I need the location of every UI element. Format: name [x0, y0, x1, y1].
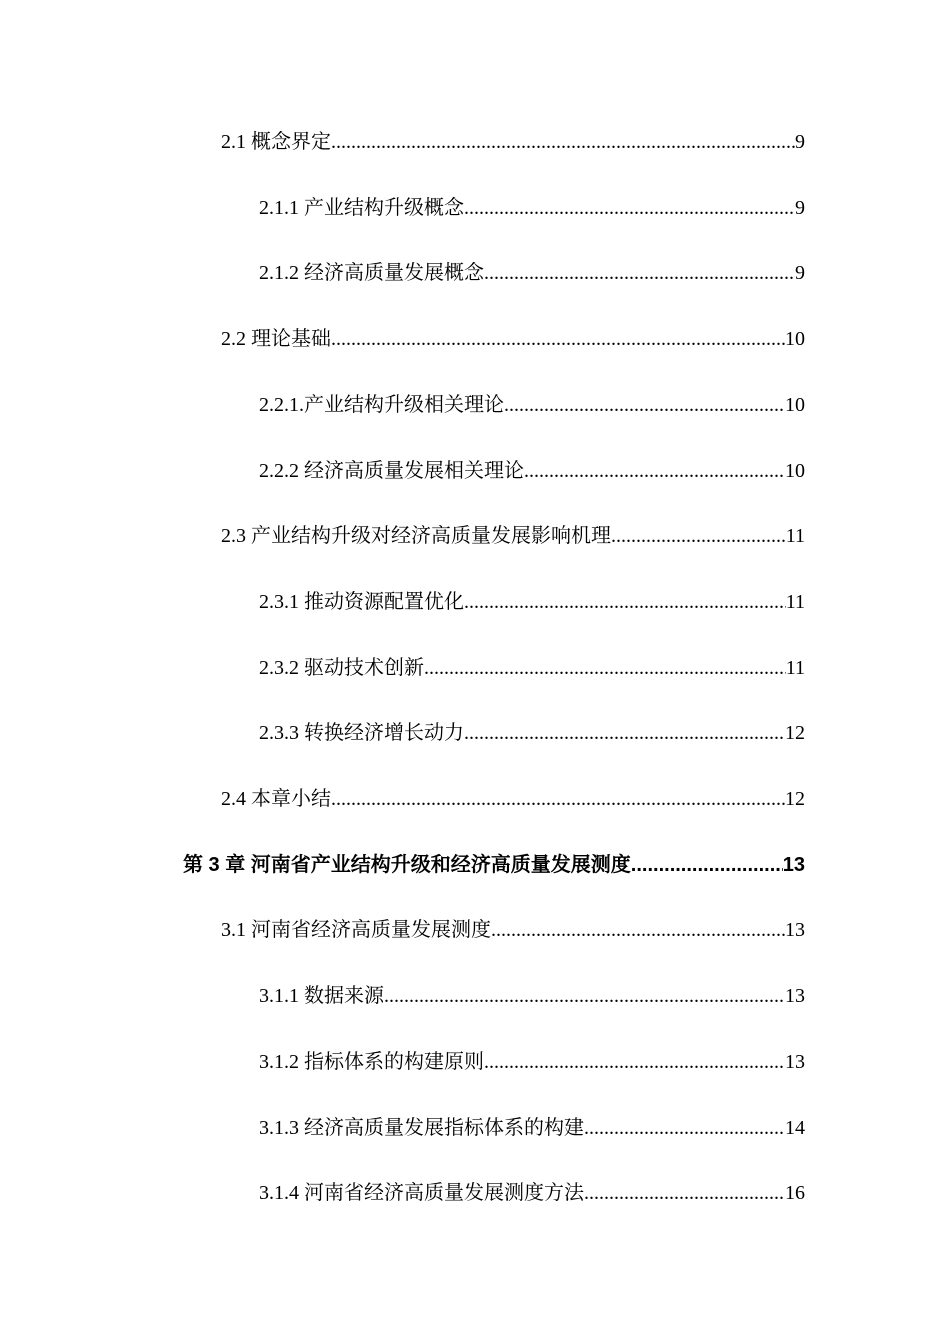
toc-entry-title: 第 3 章 河南省产业结构升级和经济高质量发展测度 [183, 853, 631, 876]
toc-entry[interactable] [259, 1115, 805, 1141]
toc-entry-title: 2.2 理论基础 [221, 328, 331, 351]
toc-entry-title: 2.4 本章小结 [221, 788, 331, 810]
toc-entry[interactable] [259, 589, 805, 615]
dot-leader [331, 129, 795, 155]
dot-leader [331, 786, 785, 812]
dot-leader [464, 195, 795, 221]
dot-leader [424, 655, 786, 681]
toc-entry-page-number: 9 [795, 131, 805, 153]
toc-entry-page-number: 11 [785, 656, 805, 679]
toc-entry-title: 2.3.2 驱动技术创新 [259, 656, 424, 679]
toc-entry[interactable] [221, 129, 805, 155]
dot-leader [584, 1180, 785, 1206]
toc-entry[interactable] [221, 326, 805, 352]
dot-leader [631, 852, 783, 878]
dot-leader [484, 1049, 785, 1075]
toc-entry-page-number: 12 [785, 788, 805, 810]
dot-leader [504, 392, 785, 418]
toc-entry-title: 2.1 概念界定 [221, 131, 331, 153]
toc-entry-title: 2.3.3 转换经济增长动力 [259, 722, 464, 745]
toc-entry[interactable] [259, 655, 805, 681]
dot-leader [611, 523, 786, 549]
toc-entry-title: 2.2.1.产业结构升级相关理论 [259, 393, 504, 416]
dot-leader [464, 720, 785, 746]
toc-entry[interactable] [221, 917, 805, 943]
toc-entry[interactable] [259, 1049, 805, 1075]
toc-entry-title: 3.1 河南省经济高质量发展测度 [221, 919, 491, 942]
dot-leader [491, 917, 785, 943]
dot-leader [464, 589, 786, 615]
dot-leader [584, 1115, 785, 1141]
toc-entry-page-number: 9 [795, 196, 805, 219]
toc-entry[interactable] [259, 392, 805, 418]
toc-entry-title: 2.2.2 经济高质量发展相关理论 [259, 459, 524, 482]
toc-entry-page-number: 10 [785, 459, 805, 482]
toc-entry-page-number: 13 [782, 853, 805, 876]
toc-entry-title: 2.3 产业结构升级对经济高质量发展影响机理 [221, 525, 611, 548]
toc-entry[interactable] [259, 260, 805, 286]
toc-entry-title: 3.1.1 数据来源 [259, 985, 384, 1008]
toc-entry-page-number: 14 [785, 1116, 805, 1139]
toc-entry[interactable] [259, 1180, 805, 1206]
toc-entry[interactable] [259, 195, 805, 221]
toc-entry-page-number: 16 [785, 1182, 805, 1205]
toc-entry-page-number: 9 [795, 262, 805, 285]
toc-entry-page-number: 12 [785, 722, 805, 745]
toc-entry-title: 3.1.3 经济高质量发展指标体系的构建 [259, 1116, 584, 1139]
toc-entry-page-number: 11 [785, 525, 805, 548]
toc-entry-page-number: 10 [785, 328, 805, 351]
toc-entry[interactable] [221, 786, 805, 812]
dot-leader [384, 983, 785, 1009]
toc-entry-title: 2.1.2 经济高质量发展概念 [259, 262, 484, 285]
dot-leader [524, 458, 785, 484]
toc-entry-title: 3.1.2 指标体系的构建原则 [259, 1050, 484, 1073]
dot-leader [331, 326, 785, 352]
toc-entry[interactable] [259, 720, 805, 746]
toc-chapter-entry[interactable] [183, 852, 805, 878]
toc-entry-page-number: 10 [785, 393, 805, 416]
toc-entry-title: 2.3.1 推动资源配置优化 [259, 590, 464, 613]
toc-entry-page-number: 13 [785, 919, 805, 942]
toc-entry-title: 3.1.4 河南省经济高质量发展测度方法 [259, 1182, 584, 1205]
toc-entry[interactable] [259, 458, 805, 484]
toc-entry[interactable] [221, 523, 805, 549]
toc-entry-page-number: 13 [785, 1050, 805, 1073]
toc-entry-page-number: 11 [785, 590, 805, 613]
toc-entry-page-number: 13 [785, 985, 805, 1008]
dot-leader [484, 260, 795, 286]
toc-entry-title: 2.1.1 产业结构升级概念 [259, 196, 464, 219]
toc-entry[interactable] [259, 983, 805, 1009]
